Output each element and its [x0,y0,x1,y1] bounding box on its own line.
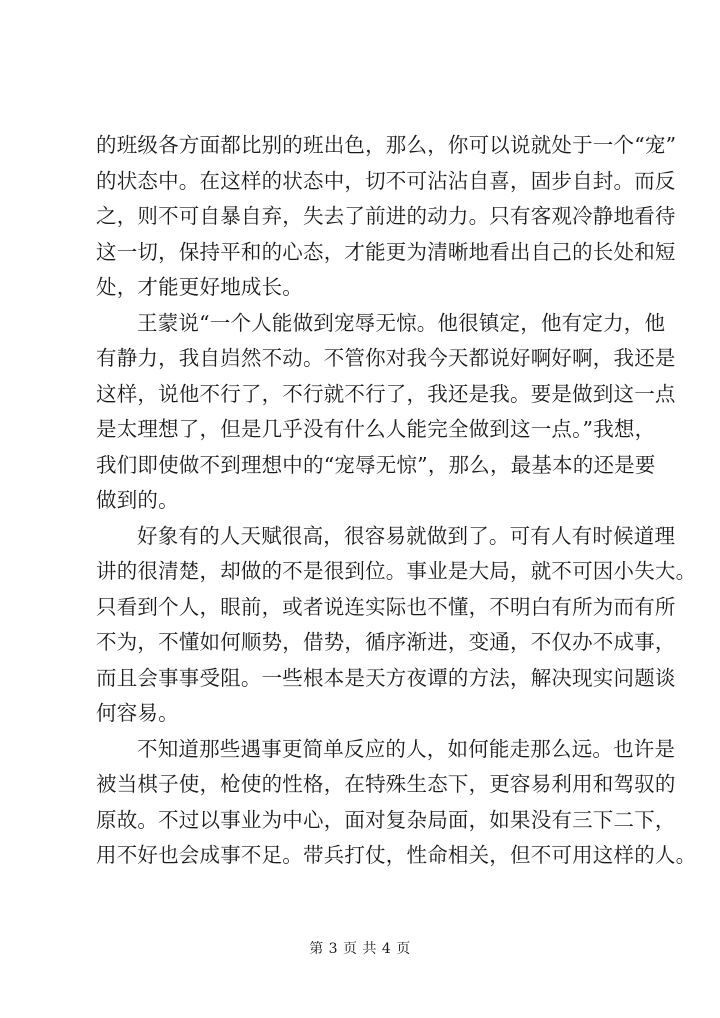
text-line: 我们即使做不到理想中的“宠辱无惊”，那么，最基本的还是要 [96,452,656,477]
page-number-footer: 第 3 页 共 4 页 [309,941,411,957]
document-body [96,128,697,874]
text-line: 只看到个人，眼前，或者说连实际也不懂，不明白有所为而有所 [96,594,676,619]
text-line: 这样，说他不行了，不行就不行了，我还是我。要是做到这一点 [96,381,676,406]
text-line: 被当棋子使，枪使的性格，在特殊生态下，更容易利用和驾驭的 [96,772,676,796]
text-line: 好象有的人天赋很高，很容易就做到了。可有人有时候道理 [137,523,676,548]
text-line: 不为，不懂如何顺势，借势，循序渐进，变通，不仅办不成事， [96,630,676,654]
text-line: 是太理想了，但是几乎没有什么人能完全做到这一点。”我想， [96,417,656,441]
text-line: 这一切，保持平和的心态，才能更为清晰地看出自己的长处和短 [96,239,676,264]
text-line: 处，才能更好地成长。 [96,275,303,299]
text-line: 之，则不可自暴自弃，失去了前进的动力。只有客观冷静地看待 [96,204,676,228]
text-line: 讲的很清楚，却做的不是很到位。事业是大局，就不可因小失大。 [96,559,697,583]
text-line: 有静力，我自岿然不动。不管你对我今天都说好啊好啊，我还是 [96,346,676,370]
text-line: 何容易。 [96,701,179,725]
text-line: 王蒙说“一个人能做到宠辱无惊。他很镇定，他有定力，他 [137,310,666,335]
paragraph-3 [96,519,697,732]
text-line: 用不好也会成事不足。带兵打仗，性命相关，但不可用这样的人。 [96,843,697,867]
paragraph-1 [96,128,677,306]
text-line: 不知道那些遇事更简单反应的人，如何能走那么远。也许是 [137,736,676,761]
paragraph-4 [96,732,697,874]
paragraph-2 [96,306,676,519]
text-line: 的班级各方面都比别的班出色，那么，你可以说就处于一个“宠” [96,133,677,157]
text-line: 原故。不过以事业为中心，面对复杂局面，如果没有三下二下， [96,807,676,832]
text-line: 的状态中。在这样的状态中，切不可沾沾自喜，固步自封。而反 [96,168,676,193]
text-line: 而且会事事受阻。一些根本是天方夜谭的方法，解决现实问题谈 [96,665,676,690]
text-line: 做到的。 [96,488,179,512]
